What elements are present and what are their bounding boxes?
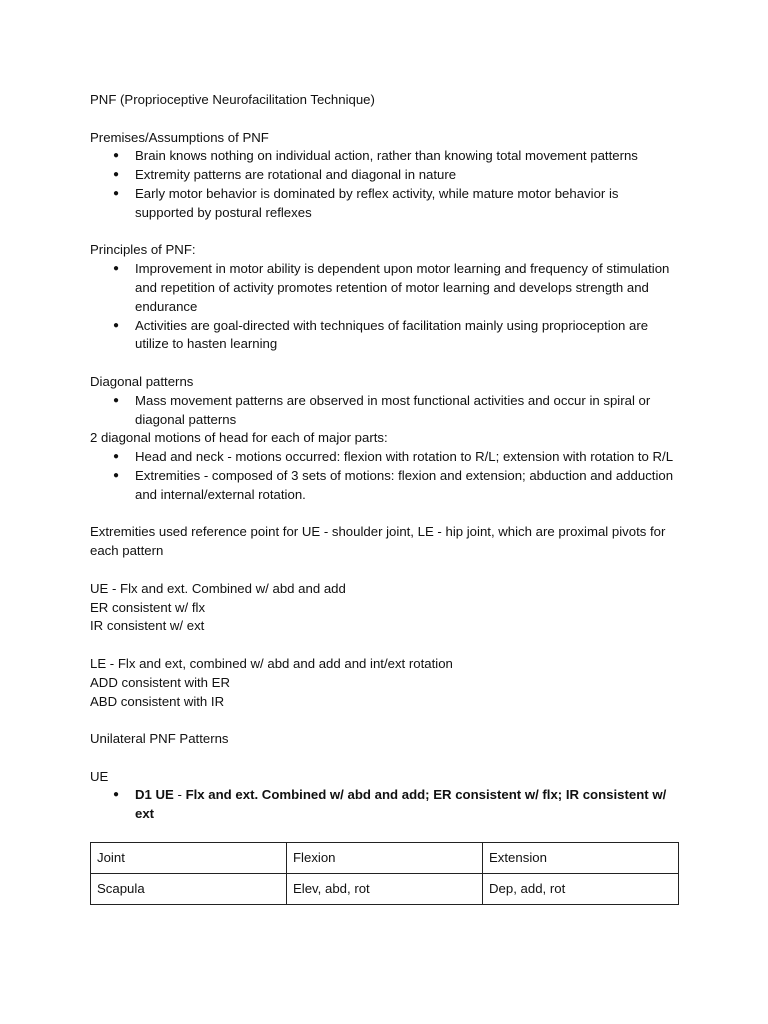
table-cell: Dep, add, rot	[483, 874, 679, 905]
bullet-icon: ●	[113, 394, 120, 406]
reference-paragraph: Extremities used reference point for UE - shoulder joint, LE - hip joint, which are proximal pivots for each pattern	[90, 524, 666, 559]
list-item: ● Head and neck - motions occurred: flexion with rotation to R/L; extension with rotation to R/L	[90, 448, 680, 467]
document-page	[90, 91, 680, 905]
list-item: ● Mass movement patterns are observed in most functional activities and occur in spiral or diagonal patterns	[113, 392, 651, 427]
premises-heading: Premises/Assumptions of PNF	[90, 129, 269, 145]
bullet-icon: ●	[113, 319, 120, 331]
table-header-row	[91, 843, 679, 874]
d1-text: Flx and ext. Combined w/ abd and add; ER consistent w/ flx; IR consistent w/ ext	[135, 787, 667, 822]
ue-line: UE - Flx and ext. Combined w/ abd and add	[90, 580, 346, 596]
table-cell: Scapula	[91, 874, 287, 905]
principles-list	[90, 260, 680, 354]
table-header-cell: Flexion	[287, 843, 483, 874]
table-row	[91, 874, 679, 905]
ue-line: ER consistent w/ flx	[90, 599, 206, 615]
list-item: ● Brain knows nothing on individual action, rather than knowing total movement patterns	[90, 147, 680, 166]
bullet-icon: ●	[113, 169, 120, 181]
bullet-icon: ●	[113, 150, 120, 162]
document-title: PNF (Proprioceptive Neurofacilitation Technique)	[90, 92, 375, 107]
premises-list	[90, 147, 680, 222]
d1-dash: -	[173, 787, 186, 803]
diagonal-motions-list	[90, 448, 680, 504]
bullet-icon: ●	[113, 789, 120, 801]
list-item	[90, 786, 680, 824]
list-item: ● Extremities - composed of 3 sets of motions: flexion and extension; abduction and adduction and internal/external rotation.	[113, 467, 674, 502]
bullet-icon: ●	[113, 263, 120, 275]
ue-line: IR consistent w/ ext	[90, 618, 205, 634]
table-header-cell: Joint	[91, 843, 287, 874]
le-line: ABD consistent with IR	[90, 693, 225, 709]
list-item: ● Early motor behavior is dominated by reflex activity, while mature motor behavior is supported by postural reflexes	[113, 185, 619, 220]
d1-list	[90, 786, 680, 824]
list-item: ● Activities are goal-directed with techniques of facilitation mainly using proprioception are utilize to hasten learning	[113, 317, 649, 352]
unilateral-heading: Unilateral PNF Patterns	[90, 731, 229, 747]
list-item: ● Improvement in motor ability is dependent upon motor learning and frequency of stimulation and repetition of activity promotes retention of motor learning and develops strength and endurance	[113, 261, 670, 314]
bullet-icon: ●	[113, 187, 120, 199]
table-cell: Elev, abd, rot	[287, 874, 483, 905]
le-line: ADD consistent with ER	[90, 674, 230, 690]
diagonal-list	[90, 392, 680, 430]
bullet-icon: ●	[113, 451, 120, 463]
principles-heading: Principles of PNF:	[90, 242, 196, 258]
bullet-icon: ●	[113, 469, 120, 481]
diagonal-subheading: 2 diagonal motions of head for each of major parts:	[90, 430, 388, 446]
table-header-cell: Extension	[483, 843, 679, 874]
le-line: LE - Flx and ext, combined w/ abd and add and int/ext rotation	[90, 655, 453, 671]
d1-label: D1 UE	[135, 787, 174, 803]
ue-heading: UE	[90, 768, 109, 784]
diagonal-heading: Diagonal patterns	[90, 373, 194, 389]
list-item: ● Extremity patterns are rotational and diagonal in nature	[90, 166, 680, 185]
pnf-pattern-table	[90, 842, 679, 905]
